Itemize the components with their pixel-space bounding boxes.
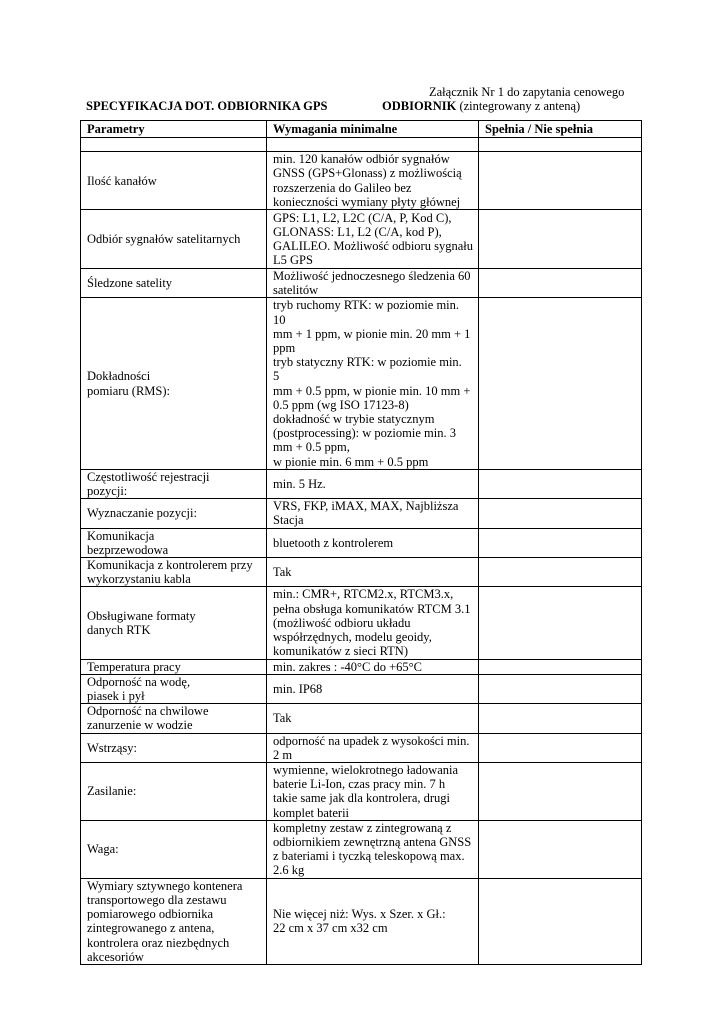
- compliance-cell[interactable]: [479, 587, 642, 659]
- compliance-cell[interactable]: [479, 733, 642, 762]
- table-row: [81, 762, 642, 820]
- compliance-cell[interactable]: [479, 659, 642, 674]
- table-row: [81, 469, 642, 498]
- compliance-cell[interactable]: [479, 499, 642, 528]
- column-header-parameters: Parametry: [81, 121, 267, 138]
- parameter-cell: Odporność na wodę, piasek i pył: [81, 674, 267, 703]
- receiver-heading-bold: ODBIORNIK: [382, 99, 457, 113]
- compliance-cell[interactable]: [479, 469, 642, 498]
- column-header-requirements: Wymagania minimalne: [267, 121, 479, 138]
- parameter-cell: Zasilanie:: [81, 762, 267, 820]
- table-row: [81, 138, 642, 152]
- parameter-cell: Komunikacja z kontrolerem przy wykorzystaniu kabla: [81, 558, 267, 587]
- receiver-heading: [382, 99, 580, 114]
- requirement-cell: bluetooth z kontrolerem: [267, 528, 479, 557]
- compliance-cell[interactable]: [479, 210, 642, 269]
- requirement-cell: Możliwość jednoczesnego śledzenia 60 satelitów: [267, 269, 479, 298]
- table-row: [81, 298, 642, 469]
- column-header-compliance: Spełnia / Nie spełnia: [479, 121, 642, 138]
- table-body: [81, 138, 642, 965]
- table-row: [81, 587, 642, 659]
- parameter-cell: Odbiór sygnałów satelitarnych: [81, 210, 267, 269]
- parameter-cell: Ilość kanałów: [81, 152, 267, 210]
- parameter-cell: Wstrząsy:: [81, 733, 267, 762]
- parameter-cell: Odporność na chwilowe zanurzenie w wodzie: [81, 704, 267, 733]
- requirement-cell: min. IP68: [267, 674, 479, 703]
- specification-table: [80, 120, 642, 965]
- compliance-cell[interactable]: [479, 269, 642, 298]
- compliance-cell[interactable]: [479, 820, 642, 878]
- receiver-heading-note: (zintegrowany z anteną): [456, 99, 581, 113]
- parameter-cell: Częstotliwość rejestracji pozycji:: [81, 469, 267, 498]
- compliance-cell[interactable]: [479, 704, 642, 733]
- parameter-cell: Temperatura pracy: [81, 659, 267, 674]
- parameter-cell: [81, 138, 267, 152]
- table-header-row: [81, 121, 642, 138]
- requirement-cell: wymienne, wielokrotnego ładowania baterie Li-Ion, czas pracy min. 7 h takie same jak dla kontrolera, drugi komplet baterii: [267, 762, 479, 820]
- requirement-cell: [267, 138, 479, 152]
- requirement-cell: VRS, FKP, iMAX, MAX, Najbliższa Stacja: [267, 499, 479, 528]
- table-row: [81, 733, 642, 762]
- requirement-cell: tryb ruchomy RTK: w poziomie min. 10 mm + 1 ppm, w pionie min. 20 mm + 1 ppm tryb statyczny RTK: w poziomie min. 5 mm + 0.5 ppm, w pionie min. 10 mm + 0.5 ppm (wg ISO 17123-8) dokładność w trybie statycznym (postprocessing): w poziomie min. 3 mm + 0.5 ppm, w pionie min. 6 mm + 0.5 ppm: [267, 298, 479, 469]
- table-row: [81, 528, 642, 557]
- parameter-cell: Wymiary sztywnego kontenera transportowego dla zestawu pomiarowego odbiornika zintegrowanego z antena, kontrolera oraz niezbędnych akcesoriów: [81, 878, 267, 964]
- parameter-cell: Obsługiwane formaty danych RTK: [81, 587, 267, 659]
- table-row: [81, 878, 642, 964]
- table-row: [81, 820, 642, 878]
- requirement-cell: min. 120 kanałów odbiór sygnałów GNSS (GPS+Glonass) z możliwością rozszerzenia do Galileo bez konieczności wymiany płyty głównej: [267, 152, 479, 210]
- table-row: [81, 659, 642, 674]
- annex-label: Załącznik Nr 1 do zapytania cenowego: [429, 85, 625, 99]
- compliance-cell[interactable]: [479, 762, 642, 820]
- parameter-cell: Wyznaczanie pozycji:: [81, 499, 267, 528]
- table-row: [81, 152, 642, 210]
- requirement-cell: kompletny zestaw z zintegrowaną z odbiornikiem zewnętrzną antena GNSS z bateriami i tyczką teleskopową max. 2.6 kg: [267, 820, 479, 878]
- table-row: [81, 558, 642, 587]
- specification-title: SPECYFIKACJA DOT. ODBIORNIKA GPS: [86, 99, 328, 113]
- compliance-cell[interactable]: [479, 298, 642, 469]
- requirement-cell: Tak: [267, 704, 479, 733]
- requirement-cell: Nie więcej niż: Wys. x Szer. x Gł.: 22 cm x 37 cm x32 cm: [267, 878, 479, 964]
- requirement-cell: min.: CMR+, RTCM2.x, RTCM3.x, pełna obsługa komunikatów RTCM 3.1 (możliwość odbioru układu współrzędnych, modelu geoidy, komunikatów z sieci RTN): [267, 587, 479, 659]
- table-row: [81, 674, 642, 703]
- table-row: [81, 210, 642, 269]
- requirement-cell: min. zakres : -40°C do +65°C: [267, 659, 479, 674]
- compliance-cell[interactable]: [479, 138, 642, 152]
- requirement-cell: GPS: L1, L2, L2C (C/A, P, Kod C), GLONASS: L1, L2 (C/A, kod P), GALILEO. Możliwość odbioru sygnału L5 GPS: [267, 210, 479, 269]
- compliance-cell[interactable]: [479, 674, 642, 703]
- compliance-cell[interactable]: [479, 878, 642, 964]
- parameter-cell: Waga:: [81, 820, 267, 878]
- table-row: [81, 704, 642, 733]
- requirement-cell: Tak: [267, 558, 479, 587]
- table-row: [81, 499, 642, 528]
- compliance-cell[interactable]: [479, 558, 642, 587]
- requirement-cell: odporność na upadek z wysokości min. 2 m: [267, 733, 479, 762]
- parameter-cell: Dokładności pomiaru (RMS):: [81, 298, 267, 469]
- parameter-cell: Komunikacja bezprzewodowa: [81, 528, 267, 557]
- requirement-cell: min. 5 Hz.: [267, 469, 479, 498]
- table-row: [81, 269, 642, 298]
- compliance-cell[interactable]: [479, 528, 642, 557]
- parameter-cell: Śledzone satelity: [81, 269, 267, 298]
- compliance-cell[interactable]: [479, 152, 642, 210]
